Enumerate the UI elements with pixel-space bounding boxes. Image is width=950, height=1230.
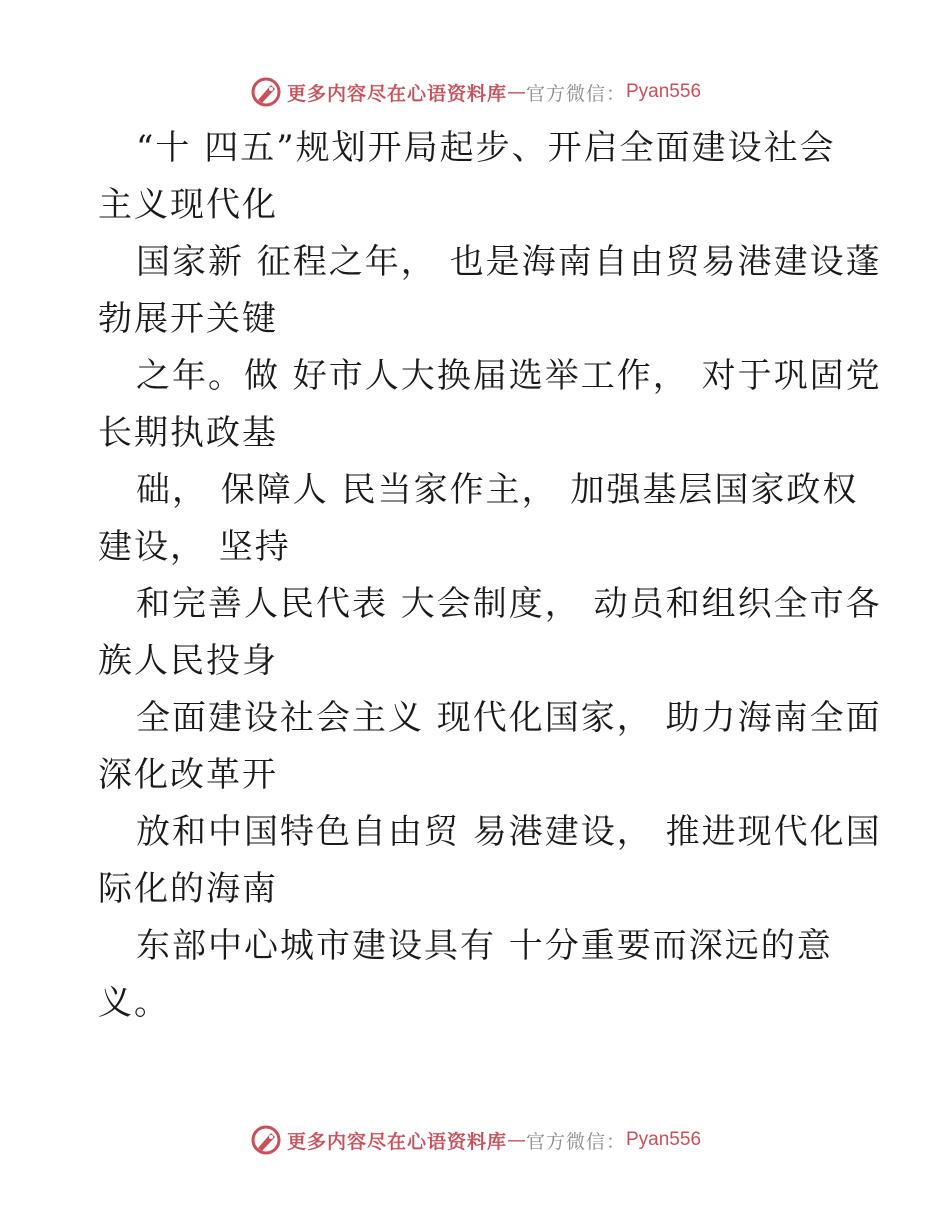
paragraph-line: 勃展开关键 [98, 299, 278, 339]
paragraph-line: 和完善人民代表 大会制度， 动员和组织全市各 [136, 584, 882, 624]
paragraph-line: 放和中国特色自由贸 易港建设， 推进现代化国 [136, 812, 882, 852]
paragraph-line: 长期执政基 [98, 413, 278, 453]
banner-dash: — [506, 1129, 526, 1151]
paragraph [98, 690, 882, 804]
paragraph-line: 族人民投身 [98, 641, 278, 681]
paragraph-line: 东部中心城市建设具有 十分重要而深远的意 [136, 926, 833, 966]
banner-wechat-label: 官方微信： [525, 82, 626, 105]
paragraph [98, 918, 858, 1032]
paragraph-line: “十 四五”规划开局起步、开启全面建设社会 [136, 128, 836, 168]
document-body [98, 120, 882, 1032]
footer-banner [0, 1120, 950, 1160]
pen-nib-icon [249, 1123, 283, 1157]
banner-wechat-id: Pyan556 [626, 81, 702, 102]
paragraph [98, 348, 882, 462]
paragraph-line: 之年。做 好市人大换届选举工作， 对于巩固党 [136, 356, 882, 396]
paragraph-line: 主义现代化 [98, 185, 278, 225]
paragraph [98, 804, 882, 918]
banner-text: 更多内容尽在心语资料库 [286, 1130, 507, 1153]
banner-wechat-id: Pyan556 [626, 1129, 702, 1150]
paragraph-line: 义。 [98, 983, 170, 1023]
paragraph [98, 234, 882, 348]
banner-dash: — [506, 81, 526, 103]
banner-wechat-label: 官方微信： [525, 1130, 626, 1153]
paragraph-line: 际化的海南 [98, 869, 278, 909]
paragraph [98, 462, 858, 576]
header-banner [0, 72, 950, 112]
banner-text: 更多内容尽在心语资料库 [286, 82, 507, 105]
pen-nib-icon [249, 75, 283, 109]
paragraph [98, 120, 858, 234]
paragraph-line: 建设， 坚持 [98, 527, 291, 567]
paragraph [98, 576, 882, 690]
paragraph-line: 深化改革开 [98, 755, 278, 795]
paragraph-line: 础， 保障人 民当家作主， 加强基层国家政权 [136, 470, 859, 510]
paragraph-line: 国家新 征程之年， 也是海南自由贸易港建设蓬 [136, 242, 882, 282]
paragraph-line: 全面建设社会主义 现代化国家， 助力海南全面 [136, 698, 882, 738]
